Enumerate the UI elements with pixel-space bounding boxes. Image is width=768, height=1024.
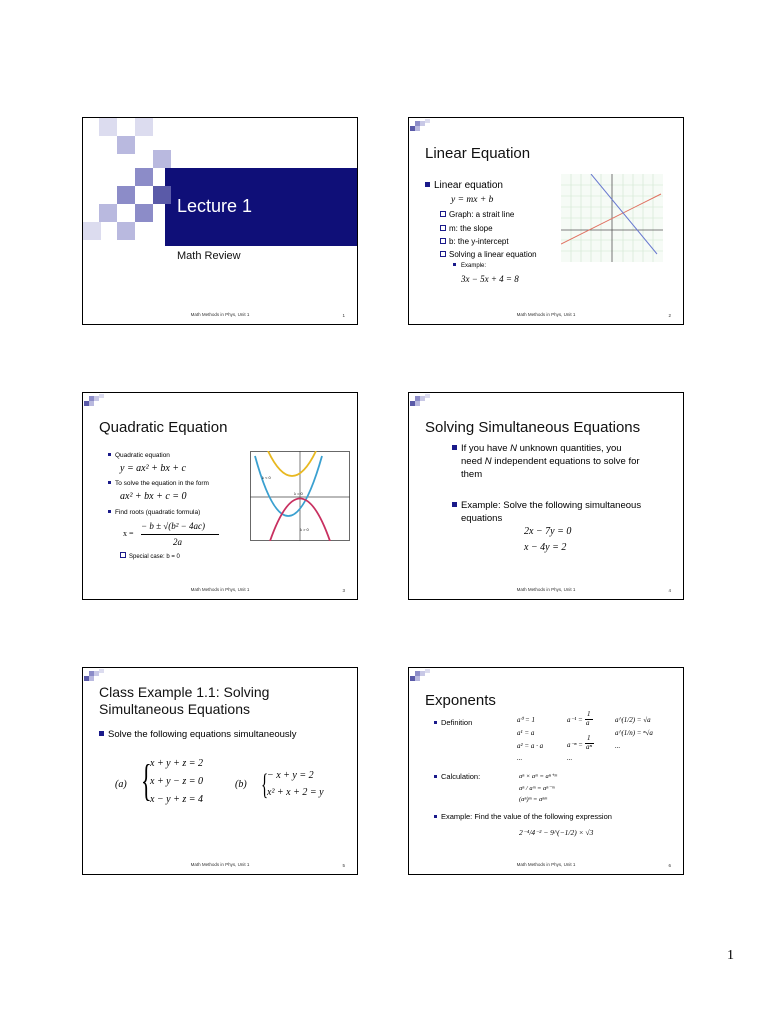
definition: a² = a · a [517,742,544,750]
slide-1 [82,117,358,325]
bullet-continuation: equations [461,513,503,524]
definition: a⁰ = 1 [517,716,536,724]
bullet-item: Solve the following equations simultaneously [99,729,297,740]
slide-6 [408,667,684,875]
system-equation: x + y + z = 2 [150,758,204,769]
system-label-b: (b) [235,779,247,790]
title-line: Class Example 1.1: Solving [99,684,270,700]
definition: ... [517,754,523,762]
formula-numerator: − b ± √(b² − 4ac) [141,521,205,531]
equation: y = mx + b [451,195,494,205]
calculation: (aⁿ)ᵐ = aⁿᵐ [519,796,547,803]
title-line: Simultaneous Equations [99,700,250,717]
slide-title: Solving Simultaneous Equations [425,419,641,436]
slide-title: Linear Equation [425,145,531,162]
equation: ax² + bx + c = 0 [120,491,187,502]
slide-footer: Math Methods in Phys, Unit 1 [516,862,576,867]
bullet-continuation: them [461,469,483,480]
bullet-item: If you have N unknown quantities, you [452,443,622,454]
page-number: 1 [727,948,734,963]
definition: ... [567,754,573,762]
slide-subtitle: Math Review [177,250,241,262]
slide-title [99,684,269,717]
sub-bullet: m: the slope [440,224,493,233]
sub-sub-bullet: Example: [453,263,486,269]
bullet-item: Example: Solve the following simultaneous [452,500,641,511]
sub-bullet: Solving a linear equation [440,250,537,259]
line-graph [561,174,663,262]
slide-1-decoration [83,118,358,325]
sub-bullet: Special case: b = 0 [120,552,180,560]
slide-5 [82,667,358,875]
system-equation: − x + y = 2 [267,770,314,781]
definition: a⁻¹ = [567,716,583,724]
slide-2 [408,117,684,325]
slide-title: Exponents [425,692,496,709]
slide-title: Quadratic Equation [99,419,228,436]
bullet-continuation: need N independent equations to solve for [461,456,640,467]
brace: { [141,756,152,805]
corner-decoration [409,668,433,686]
sub-bullet: b: the y-intercept [440,237,509,246]
bullet-item: Definition [434,718,472,727]
graph-label: λ > 0 [300,527,309,532]
slide-number: 4 [668,588,671,593]
definition: a^(1/2) = √a [615,716,651,724]
equation: x − 4y = 2 [524,542,567,553]
slide-number: 3 [342,588,345,593]
calculation: aⁿ × aᵐ = aⁿ⁺ᵐ [519,773,557,780]
formula-lhs: x = [123,529,134,538]
corner-decoration [409,118,433,136]
fraction-bar [141,534,219,535]
slide-footer: Math Methods in Phys, Unit 1 [190,587,250,592]
example-equation: 3x − 5x + 4 = 8 [461,274,519,284]
fraction-denominator: a [586,719,590,727]
parabola-graph [250,451,350,541]
slide-number: 6 [668,863,671,868]
bullet-item: Calculation: [434,772,480,781]
sub-bullet: Graph: a strait line [440,210,514,219]
slide-footer: Math Methods in Phys, Unit 1 [190,862,250,867]
corner-decoration [409,393,433,411]
equation: y = ax² + bx + c [120,463,186,474]
bullet-item: To solve the equation in the form [108,480,209,487]
slide-title: Lecture 1 [177,196,253,216]
slide-number: 5 [342,863,345,868]
fraction-numerator: 1 [587,734,591,742]
slide-4 [408,392,684,600]
slide-footer: Math Methods in Phys, Unit 1 [190,312,250,317]
graph-label: λ < 0 [262,475,271,480]
slide-footer: Math Methods in Phys, Unit 1 [516,312,576,317]
system-equation: x − y + z = 4 [150,794,204,805]
formula-denominator: 2a [173,537,182,547]
equation: 2x − 7y = 0 [524,526,572,537]
bullet-item: Quadratic equation [108,452,170,459]
slide-3 [82,392,358,600]
corner-decoration [83,393,107,411]
slide-number: 2 [668,313,671,318]
definition: a⁻ⁿ = [567,741,583,749]
system-equation: x² + x + 2 = y [267,787,324,798]
bullet-item: Example: Find the value of the following expression [434,812,612,821]
example-expression: 2⁻⁴/4⁻² − 9^(−1/2) × √3 [519,828,594,837]
definition: a¹ = a [517,729,535,737]
bullet-item: Linear equation [425,180,503,191]
slide-footer: Math Methods in Phys, Unit 1 [516,587,576,592]
graph-label: λ = 0 [294,491,303,496]
fraction-denominator: aⁿ [586,743,592,751]
definition: a^(1/n) = ⁿ√a [615,729,653,737]
bullet-item: Find roots (quadratic formula) [108,509,200,516]
fraction-numerator: 1 [587,710,591,718]
slide-number: 1 [342,313,345,318]
definition: ... [615,742,621,750]
system-label-a: (a) [115,779,127,790]
brace: { [261,768,269,801]
calculation: aⁿ / aᵐ = aⁿ⁻ᵐ [519,785,555,792]
system-equation: x + y − z = 0 [150,776,204,787]
